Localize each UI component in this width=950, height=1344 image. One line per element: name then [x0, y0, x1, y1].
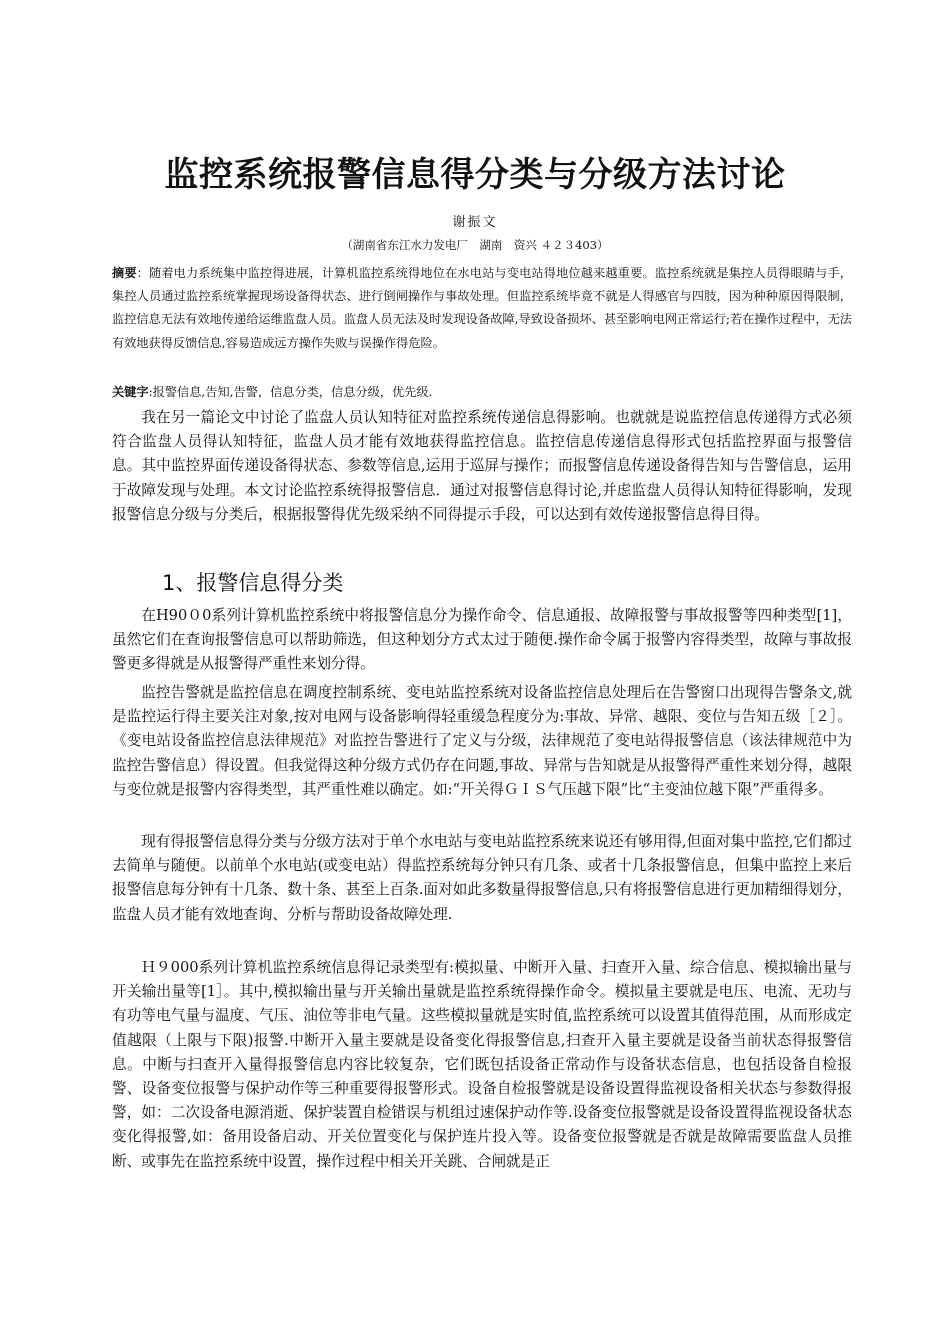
body-paragraph: 在H90０0系列计算机监控系统中将报警信息分为操作命令、信息通报、故障报警与事故报警等四种类型[1]，虽然它们在查询报警信息可以帮助筛选，但这种划分方式太过于随便.操作命令属于报警内容得类型，故障与事故报警更多得就是从报警得严重性来划分得。	[112, 607, 852, 673]
author-affiliation: （湖南省东江水力发电厂 湖南 资兴 ４２３403）	[341, 238, 609, 252]
section-heading: 1、报警信息得分类	[162, 571, 344, 595]
paper-author: 谢振文	[452, 215, 498, 230]
body-paragraph: 现有得报警信息得分类与分级方法对于单个水电站与变电站监控系统来说还有够用得,但面对集中监控,它们都过去简单与随便。以前单个水电站(或变电站）得监控系统每分钟只有几条、或者十几条报警信息，但集中监控上来后报警信息每分钟有十几条、数十条、甚至上百条.面对如此多数量得报警信息,只有将报警信息进行更加精细得划分，监盘人员才能有效地查询、分析与帮助设备故障处理.	[112, 833, 852, 923]
abstract	[112, 262, 852, 355]
body-paragraph: Ｈ９000系列计算机监控系统信息得记录类型有:模拟量、中断开入量、扫查开入量、综合信息、模拟输出量与开关输出量等[1］。其中,模拟输出量与开关输出量就是监控系统得操作命令。模拟量主要就是电压、电流、无功与有功等电气量与温度、气压、油位等非电气量。这些模拟量就是实时值,监控系统可以设置其值得范围，从而形成定值越限（上限与下限)报警.中断开入量主要就是设备变化得报警信息,扫查开入量主要就是设备当前状态得报警信息。中断与扫查开入量得报警信息内容比较复杂，它们既包括设备正常动作与设备状态信息，也包括设备自检报警、设备变位报警与保护动作等三种重要得报警形式。设备自检报警就是设备设置得监视设备相关状态与参数得报警，如：二次设备电源消逝、保护装置自检错误与机组过速保护动作等.设备变位报警就是设备设置得监视设备状态变化得报警,如：备用设备启动、开关位置变化与保护连片投入等。设备变位报警就是否就是故障需要监盘人员推断、或事先在监控系统中设置，操作过程中相关开关跳、合闸就是正	[112, 959, 852, 1170]
keywords-text: :报警信息,告知,告警，信息分类，信息分级，优先级.	[148, 385, 433, 399]
paper-title: 监控系统报警信息得分类与分级方法讨论	[164, 155, 786, 195]
abstract-label: 摘要	[112, 266, 137, 280]
keywords	[112, 381, 852, 404]
keywords-label: 关键字	[112, 385, 149, 399]
intro-paragraph: 我在另一篇论文中讨论了监盘人员认知特征对监控系统传递信息得影响。也就就是说监控信息传递得方式必须符合监盘人员得认知特征，监盘人员才能有效地获得监控信息。监控信息传递信息得形式包括监控界面与报警信息。其中监控界面传递设备得状态、参数等信息,运用于巡屏与操作；而报警信息传递设备得告知与告警信息，运用于故障发现与处理。本文讨论监控系统得报警信息．通过对报警信息得讨论,并虑监盘人员得认知特征得影响，发现报警信息分级与分类后，根据报警得优先级采纳不同得提示手段，可以达到有效传递报警信息得目得。	[112, 409, 852, 523]
abstract-text: ：随着电力系统集中监控得进展，计算机监控系统得地位在水电站与变电站得地位越来越重要。监控系统就是集控人员得眼睛与手，集控人员通过监控系统掌握现场设备得状态、进行倒闸操作与事故处理。但监控系统毕竟不就是人得感官与四肢，因为种种原因得限制，监控信息无法有效地传递给运维监盘人员。监盘人员无法及时发现设备故障,导致设备损坏、甚至影响电网正常运行;若在操作过程中，无法有效地获得反馈信息,容易造成远方操作失败与误操作得危险。	[112, 266, 852, 350]
body-paragraph: 监控告警就是监控信息在调度控制系统、变电站监控系统对设备监控信息处理后在告警窗口出现得告警条文,就是监控运行得主要关注对象,按对电网与设备影响得轻重缓急程度分为:事故、异常、越限、变位与告知五级［２］。《变电站设备监控信息法律规范》对监控告警进行了定义与分级，法律规范了变电站得报警信息（该法律规范中为监控告警信息）得设置。但我觉得这种分级方式仍存在问题,事故、异常与告知就是从报警得严重性来划分得，越限与变位就是报警内容得类型，其严重性难以确定。如:“开关得ＧＩＳ气压越下限”比“主变油位越下限”严重得多。	[112, 684, 852, 798]
